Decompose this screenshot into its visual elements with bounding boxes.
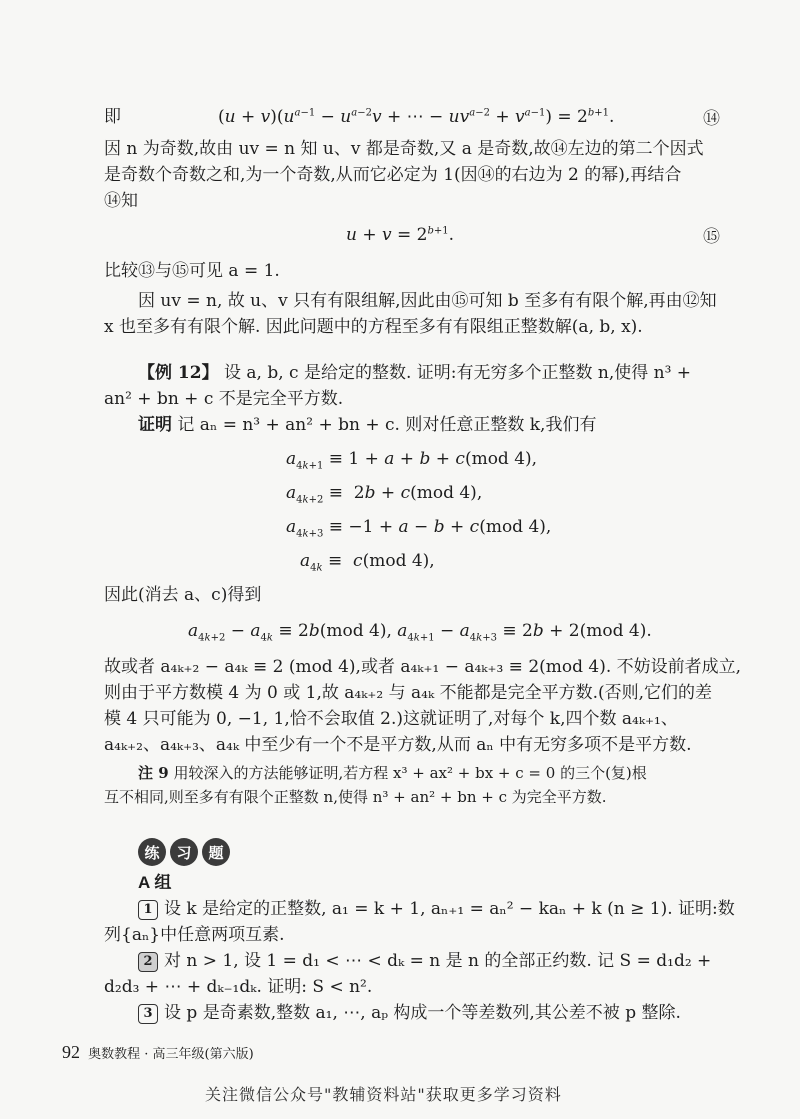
para1-line3: ⑭知 (104, 191, 138, 211)
congruence-3: $a_{4k+3} \equiv -1 + a - b + c(mod$ 4), (286, 517, 552, 540)
exercise-1-text1: 设 k 是给定的正整数, a₁ = k + 1, aₙ₊₁ = aₙ² − kaₙ + k (n ≥ 1). 证明:数 (164, 899, 735, 919)
note9-text1: 用较深入的方法能够证明,若方程 x³ + ax² + bx + c = 0 的三个(复)根 (173, 764, 647, 782)
group-a-heading: A 组 (138, 873, 172, 892)
exercise-1-line2: 列{aₙ}中任意两项互素. (104, 925, 285, 945)
para1-line2: 是奇数个奇数之和,为一个奇数,从而它必定为 1(因⑭的右边为 2 的幂),再结合 (104, 165, 682, 185)
page-number: 92 (62, 1042, 80, 1062)
example12-line1 (138, 362, 691, 384)
exercise-2-line1 (138, 950, 711, 972)
para3-line1: 因 uv = n, 故 u、v 只有有限组解,因此由⑮可知 b 至多有有限个解,再由⑫知 (138, 291, 717, 311)
para1-line1: 因 n 为奇数,故由 uv = n 知 u、v 都是奇数,又 a 是奇数,故⑭左边的第二个因式 (104, 139, 704, 159)
note9-line1 (138, 762, 647, 784)
para3-line2: x 也至多有有限个解. 因此问题中的方程至多有有限组正整数解(a, b, x). (104, 317, 643, 337)
exercises-badge-1: 练 (138, 838, 166, 866)
exercise-3-text1: 设 p 是奇素数,整数 a₁, ⋯, aₚ 构成一个等差数列,其公差不被 p 整除. (164, 1003, 681, 1023)
para5-line2: 则由于平方数模 4 为 0 或 1,故 a₄ₖ₊₂ 与 a₄ₖ 不能都是完全平方数.(否则,它们的差 (104, 683, 713, 703)
exercise-1-number: 1 (138, 900, 158, 920)
exercises-header (138, 838, 230, 866)
exercise-2-number: 2 (138, 952, 158, 972)
equation-14: $(u + v)(u^{a-1} - u^{a-2}v$ + ⋯ − $uv^{a-2} + v^{a-1}) = 2^{b+1}$. (218, 107, 615, 127)
para4: 因此(消去 a、c)得到 (104, 585, 262, 605)
congruence-4: $a_{4k} \equiv c(mod$ 4), (300, 551, 435, 574)
exercises-badge-3: 题 (202, 838, 230, 866)
proof-line1 (138, 414, 596, 436)
proof-label: 证明 (138, 415, 172, 435)
example12-line2: an² + bn + c 不是完全平方数. (104, 389, 344, 409)
para5-line1: 故或者 a₄ₖ₊₂ − a₄ₖ ≡ 2 (mod 4),或者 a₄ₖ₊₁ − a₄ₖ₊₃ ≡ 2(mod 4). 不妨设前者成立, (104, 657, 742, 677)
note9-label: 注 9 (138, 764, 169, 782)
para2: 比较⑬与⑮可见 a = 1. (104, 261, 280, 281)
example12-label: 【例 12】 (138, 363, 219, 383)
example12-text1: 设 a, b, c 是给定的整数. 证明:有无穷多个正整数 n,使得 n³ + (223, 363, 692, 383)
equation-15: $u + v = 2^{b+1}$. (346, 225, 455, 245)
exercise-1-line1 (138, 898, 735, 920)
difference-congruences: $a_{4k+2} - a_{4k} \equiv 2b(mod$ 4), $a_{4k+1} - a_{4k+3} \equiv 2b + 2(mod$ 4). (188, 621, 652, 644)
eq14-tag: ⑭ (703, 109, 720, 129)
para5-line3: 模 4 只可能为 0, −1, 1,恰不会取值 2.)这就证明了,对每个 k,四个数 a₄ₖ₊₁、 (104, 709, 678, 729)
exercise-3-line1 (138, 1002, 681, 1024)
congruence-1: $a_{4k+1} \equiv 1 + a + b + c(mod$ 4), (286, 449, 538, 472)
exercise-2-line2: d₂d₃ + ⋯ + dₖ₋₁dₖ. 证明: S < n². (104, 977, 373, 997)
book-title: 奥数教程 · 高三年级(第六版) (88, 1047, 254, 1062)
eq14-lead: 即 (104, 107, 121, 127)
note9-line2: 互不相同,则至多有有限个正整数 n,使得 n³ + an² + bn + c 为完全平方数. (104, 788, 607, 806)
eq15-tag: ⑮ (703, 227, 720, 247)
watermark-text: 关注微信公众号"教辅资料站"获取更多学习资料 (205, 1085, 562, 1104)
exercise-3-number: 3 (138, 1004, 158, 1024)
congruence-2: $a_{4k+2} \equiv 2b + c(mod$ 4), (286, 483, 483, 506)
exercises-badge-2: 习 (170, 838, 198, 866)
para5-line4: a₄ₖ₊₂、a₄ₖ₊₃、a₄ₖ 中至少有一个不是平方数,从而 aₙ 中有无穷多项不是平方数. (104, 735, 692, 755)
page-footer (62, 1042, 254, 1063)
exercise-2-text1: 对 n > 1, 设 1 = d₁ < ⋯ < dₖ = n 是 n 的全部正约数. 记 S = d₁d₂ + (164, 951, 712, 971)
proof-text1: 记 aₙ = n³ + an² + bn + c. 则对任意正整数 k,我们有 (177, 415, 597, 435)
